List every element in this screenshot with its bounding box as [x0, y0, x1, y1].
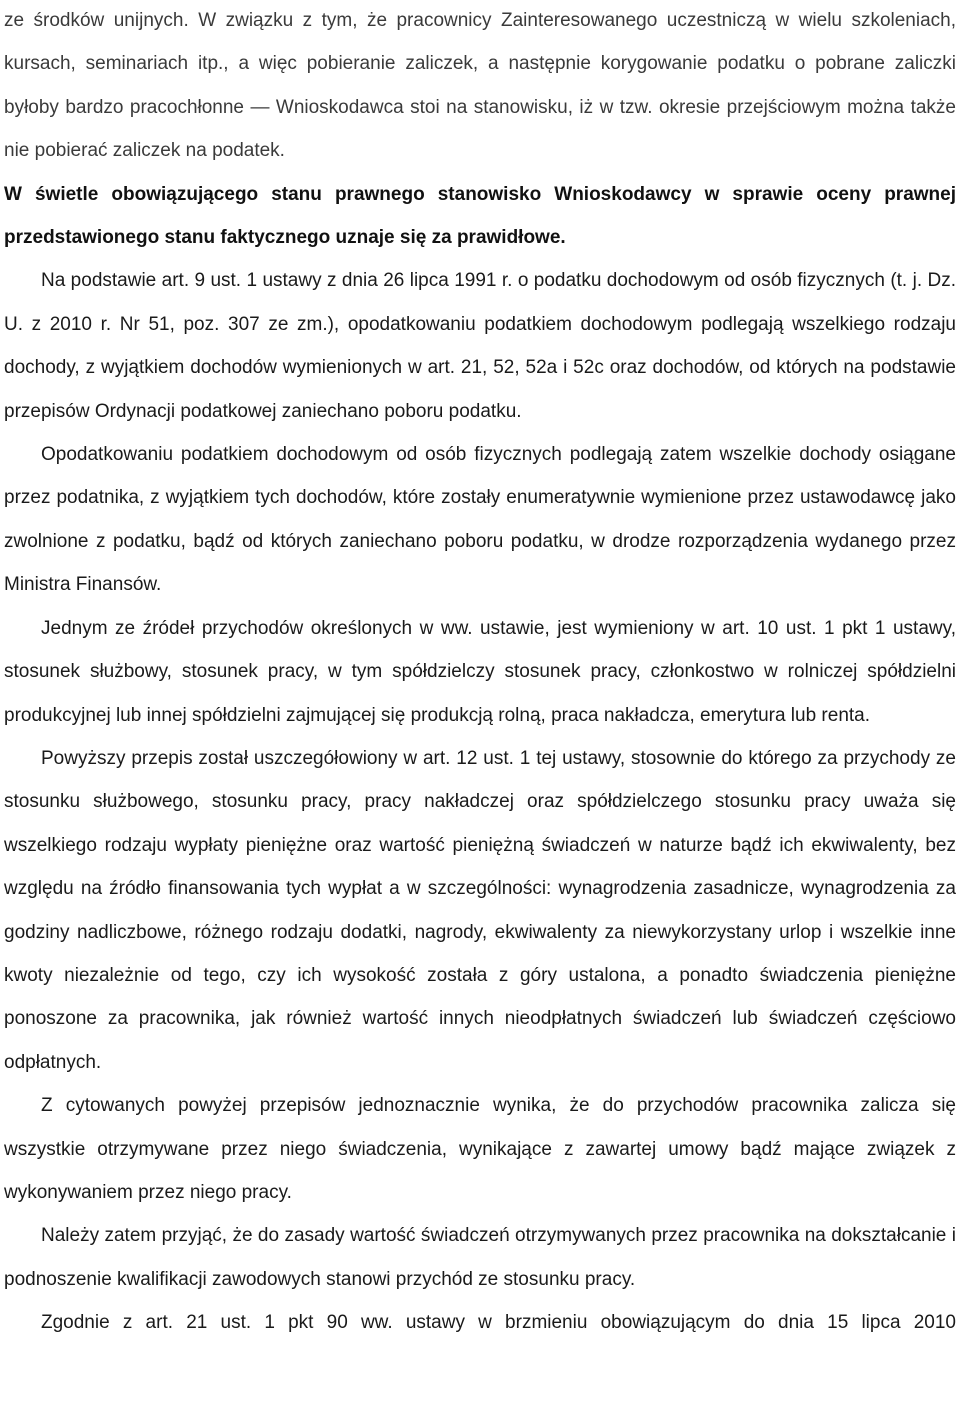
- paragraph-2-bold-conclusion: W świetle obowiązującego stanu prawnego stanowisko Wnioskodawcy w sprawie oceny prawnej przedstawionego stanu faktycznego uznaje się za prawidłowe.: [4, 183, 956, 249]
- paragraph-5: Jednym ze źródeł przychodów określonych w ww. ustawie, jest wymieniony w art. 10 ust. 1 pkt 1 ustawy, stosunek służbowy, stosunek pracy, w tym spółdzielczy stosunek pracy, członkostwo w rolniczej spółdzielni produkcyjnej lub innej spółdzielni zajmującej się produkcją rolną, praca nakładcza, emerytura lub renta.: [4, 617, 956, 726]
- paragraph-1: ze środków unijnych. W związku z tym, że pracownicy Zainteresowanego uczestniczą w wielu szkoleniach, kursach, seminariach itp., a więc pobieranie zaliczek, a następnie korygowanie podatku o pobrane zaliczki byłoby bardzo pracochłonne — Wnioskodawca stoi na stanowisku, iż w tzw. okresie przejściowym można także nie pobierać zaliczek na podatek.: [4, 10, 956, 162]
- document-page: [4, 0, 956, 1345]
- paragraph-9: Zgodnie z art. 21 ust. 1 pkt 90 ww. ustawy w brzmieniu obowiązującym do dnia 15 lipca 2010: [41, 1312, 956, 1334]
- paragraph-3: Na podstawie art. 9 ust. 1 ustawy z dnia 26 lipca 1991 r. o podatku dochodowym od osób fizycznych (t. j. Dz. U. z 2010 r. Nr 51, poz. 307 ze zm.), opodatkowaniu podatkiem dochodowym podlegają wszelkiego rodzaju dochody, z wyjątkiem dochodów wymienionych w art. 21, 52, 52a i 52c oraz dochodów, od których na podstawie przepisów Ordynacji podatkowej zaniechano poboru podatku.: [4, 270, 956, 422]
- paragraph-8: Należy zatem przyjąć, że do zasady wartość świadczeń otrzymywanych przez pracownika na dokształcanie i podnoszenie kwalifikacji zawodowych stanowi przychód ze stosunku pracy.: [4, 1225, 956, 1290]
- paragraph-6: Powyższy przepis został uszczegółowiony w art. 12 ust. 1 tej ustawy, stosownie do którego za przychody ze stosunku służbowego, stosunku pracy, pracy nakładczej oraz spółdzielczego stosunku pracy uważa się wszelkiego rodzaju wypłaty pieniężne oraz wartość pieniężną świadczeń w naturze bądź ich ekwiwalenty, bez względu na źródło finansowania tych wypłat a w szczególności: wynagrodzenia zasadnicze, wynagrodzenia za godziny nadliczbowe, różnego rodzaju dodatki, nagrody, ekwiwalenty za niewykorzystany urlop i wszelkie inne kwoty niezależnie od tego, czy ich wysokość została z góry ustalona, a ponadto świadczenia pieniężne ponoszone za pracownika, jak również wartość innych nieodpłatnych świadczeń lub świadczeń częściowo odpłatnych.: [4, 747, 956, 1073]
- paragraph-4: Opodatkowaniu podatkiem dochodowym od osób fizycznych podlegają zatem wszelkie dochody osiągane przez podatnika, z wyjątkiem tych dochodów, które zostały enumeratywnie wymienione przez ustawodawcę jako zwolnione z podatku, bądź od których zaniechano poboru podatku, w drodze rozporządzenia wydanego przez Ministra Finansów.: [4, 444, 956, 596]
- paragraph-7: Z cytowanych powyżej przepisów jednoznacznie wynika, że do przychodów pracownika zalicza się wszystkie otrzymywane przez niego świadczenia, wynikające z zawartej umowy bądź mające związek z wykonywaniem przez niego pracy.: [4, 1095, 956, 1203]
